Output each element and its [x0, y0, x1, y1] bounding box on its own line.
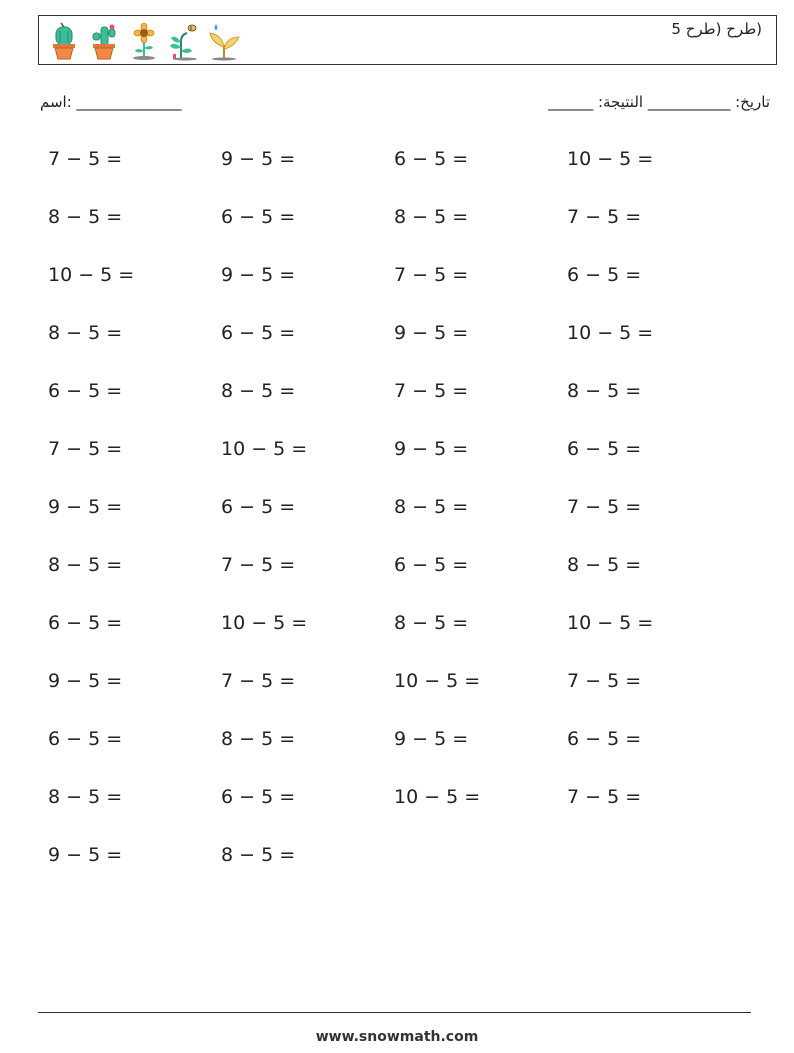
problem-item: 9 − 5 = — [394, 728, 469, 750]
worksheet-title: (طرح (طرح 5 — [671, 20, 762, 38]
footer-divider — [38, 1012, 751, 1013]
problem-item: 9 − 5 = — [48, 496, 123, 518]
problem-item: 8 − 5 = — [394, 206, 469, 228]
worksheet-header — [38, 15, 777, 65]
problem-item: 7 − 5 = — [567, 496, 642, 518]
problem-item: 10 − 5 = — [221, 612, 308, 634]
problem-item: 8 − 5 = — [221, 380, 296, 402]
problem-item: 10 − 5 = — [567, 322, 654, 344]
problem-item: 6 − 5 = — [221, 206, 296, 228]
problem-item: 6 − 5 = — [567, 728, 642, 750]
problem-item: 6 − 5 = — [394, 554, 469, 576]
problem-item: 8 − 5 = — [221, 728, 296, 750]
problem-item: 8 − 5 = — [567, 380, 642, 402]
problem-item: 7 − 5 = — [394, 380, 469, 402]
problem-item: 8 − 5 = — [567, 554, 642, 576]
problem-item: 7 − 5 = — [394, 264, 469, 286]
problem-item: 9 − 5 = — [48, 670, 123, 692]
footer-url: www.snowmath.com — [315, 1029, 479, 1045]
problem-item: 8 − 5 = — [394, 612, 469, 634]
sprout-water-drop-icon — [207, 21, 241, 61]
problem-item: 6 − 5 = — [567, 438, 642, 460]
problem-item: 7 − 5 = — [48, 438, 123, 460]
problem-item: 7 − 5 = — [567, 206, 642, 228]
problem-item: 7 − 5 = — [567, 786, 642, 808]
problem-item: 10 − 5 = — [48, 264, 135, 286]
problem-item: 6 − 5 = — [221, 496, 296, 518]
problem-item: 8 − 5 = — [394, 496, 469, 518]
problem-item: 10 − 5 = — [567, 148, 654, 170]
problem-item: 10 − 5 = — [221, 438, 308, 460]
cactus-pot-icon — [87, 21, 121, 61]
problem-item: 10 − 5 = — [394, 670, 481, 692]
sunflower-icon — [127, 21, 161, 61]
problem-item: 7 − 5 = — [221, 554, 296, 576]
problem-item: 7 − 5 = — [567, 670, 642, 692]
problem-item: 7 − 5 = — [221, 670, 296, 692]
seedling-bee-icon — [167, 21, 201, 61]
problem-item: 6 − 5 = — [221, 786, 296, 808]
problem-item: 9 − 5 = — [48, 844, 123, 866]
problem-item: 8 − 5 = — [221, 844, 296, 866]
problem-item: 6 − 5 = — [221, 322, 296, 344]
result-date-field: ______ :تاريخ: ___________ النتيجة — [548, 93, 770, 111]
problem-item: 7 − 5 = — [48, 148, 123, 170]
problem-item: 6 − 5 = — [567, 264, 642, 286]
problem-item: 8 − 5 = — [48, 206, 123, 228]
name-field: اسم: ______________ — [40, 93, 182, 111]
problem-item: 6 − 5 = — [48, 728, 123, 750]
problem-item: 9 − 5 = — [394, 438, 469, 460]
problem-item: 9 − 5 = — [394, 322, 469, 344]
problem-item: 9 − 5 = — [221, 148, 296, 170]
problem-item: 10 − 5 = — [567, 612, 654, 634]
problem-item: 6 − 5 = — [48, 380, 123, 402]
problem-item: 8 − 5 = — [48, 322, 123, 344]
problem-item: 6 − 5 = — [48, 612, 123, 634]
cactus-pot-icon — [47, 21, 81, 61]
problem-item: 9 − 5 = — [221, 264, 296, 286]
icon-strip — [47, 21, 241, 61]
problem-item: 8 − 5 = — [48, 786, 123, 808]
problem-item: 10 − 5 = — [394, 786, 481, 808]
problem-item: 6 − 5 = — [394, 148, 469, 170]
problem-item: 8 − 5 = — [48, 554, 123, 576]
